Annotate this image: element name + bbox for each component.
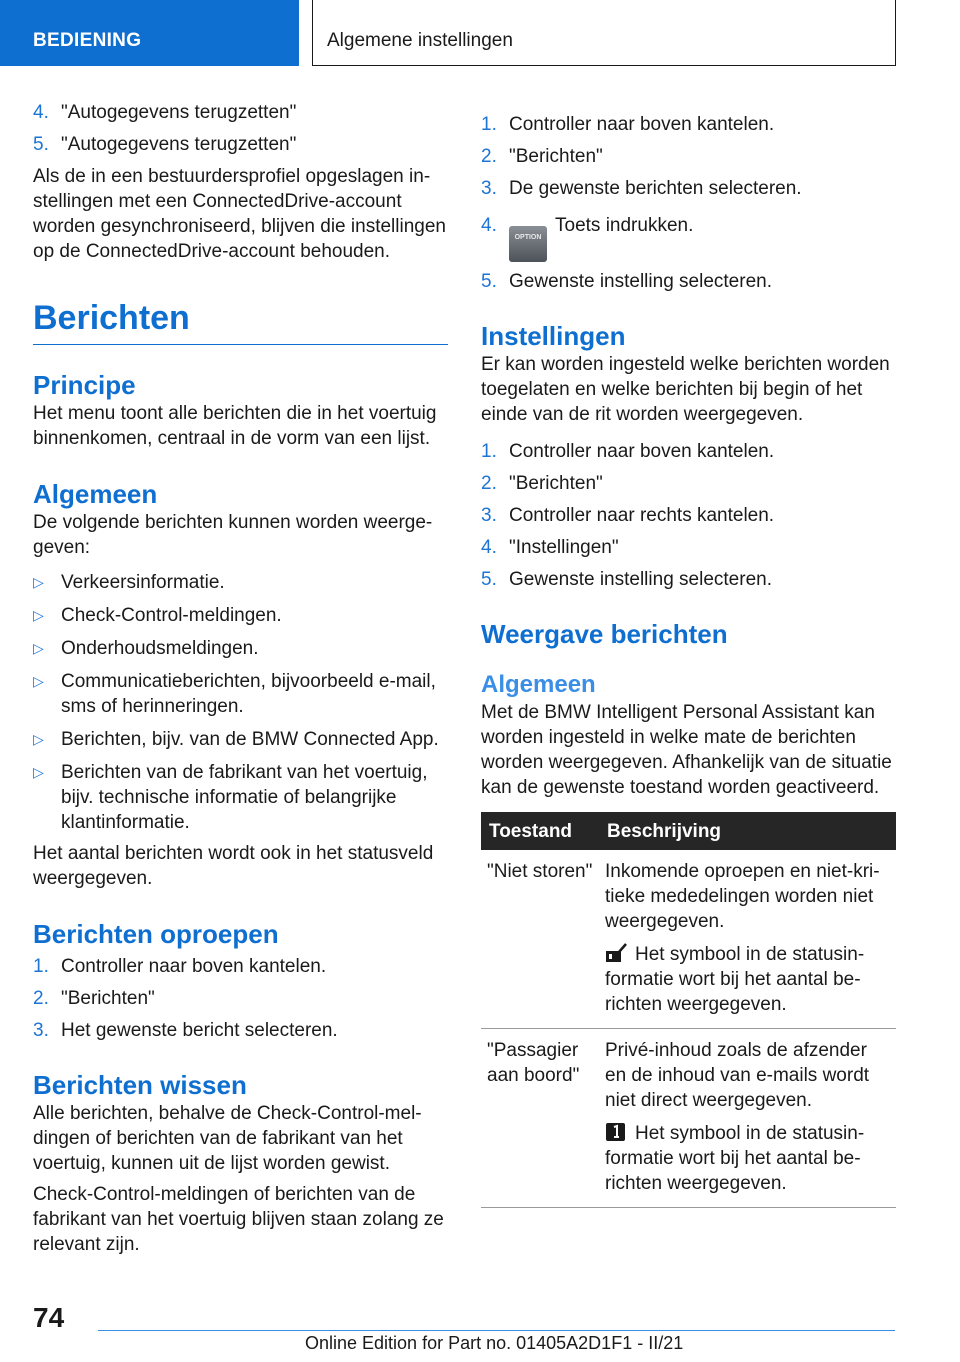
instellingen-text: Er kan worden ingesteld welke berichten worden toegelaten en welke berichten bij begin of het einde van de rit worden weergegeven. — [481, 354, 890, 425]
triangle-bullet-icon: ▷ — [33, 731, 44, 747]
heading-principe: Principe — [33, 370, 136, 400]
left-column — [33, 100, 448, 1257]
list-item: 1. Controller naar boven kantelen. — [481, 441, 775, 462]
heading-weergave-algemeen: Algemeen — [481, 671, 596, 698]
intro-list — [33, 100, 448, 157]
page-header — [0, 0, 960, 66]
section-heading-berichten: Berichten — [33, 298, 448, 345]
column-header: Toestand — [481, 812, 599, 850]
principe-text: Het menu toont alle berichten die in het voertuig binnenkomen, centraal in de vorm van een lijst. — [33, 403, 437, 449]
edition-text: Online Edition for Part no. 01405A2D1F1 - II/21 — [305, 1333, 684, 1353]
list-item: 5. Gewenste instelling selecteren. — [481, 271, 772, 292]
passenger-onboard-icon — [605, 1122, 627, 1142]
heading-algemeen: Algemeen — [33, 479, 158, 509]
description-cell: Privé-inhoud zoals de afzender en de inhoud van e-mails wordt niet direct weergegeven. Het symbool in de statusin-formatie wort bij het aantal be-richten weergegeven. — [599, 1029, 896, 1208]
triangle-bullet-icon: ▷ — [33, 640, 44, 656]
list-item: 1. Controller naar boven kantelen. — [481, 114, 775, 135]
state-cell: "Passagier aan boord" — [481, 1029, 599, 1208]
list-item: 2. "Berichten" — [481, 146, 603, 167]
list-item: ▷ Check-Control-meldingen. — [33, 605, 282, 626]
list-item: ▷ Berichten van de fabrikant van het voertuig, bijv. technische informatie of belangrijke klantinformatie. — [33, 762, 428, 833]
states-table — [481, 812, 896, 1208]
table-header-row — [481, 812, 896, 850]
instellingen-steps — [481, 439, 896, 592]
list-item: 3. Het gewenste bericht selecteren. — [33, 1020, 338, 1041]
list-item: 4. "Instellingen" — [481, 537, 619, 558]
algemeen-after: Het aantal berichten wordt ook in het statusveld weergegeven. — [33, 843, 434, 889]
footer-divider — [98, 1330, 895, 1331]
wissen-text-2: Check-Control-meldingen of berichten van de fabrikant van het voertuig blijven staan zolang ze relevant zijn. — [33, 1184, 444, 1255]
algemeen-text: De volgende berichten kunnen worden weerge-geven: — [33, 512, 433, 558]
option-button-icon: OPTION — [509, 226, 547, 262]
list-item: 4. OPTIONToets indrukken. — [481, 213, 896, 262]
list-item: 4. "Autogegevens terugzetten" — [33, 102, 297, 123]
list-item: ▷ Onderhoudsmeldingen. — [33, 638, 259, 659]
triangle-bullet-icon: ▷ — [33, 607, 44, 623]
chapter-title: Algemene instellingen — [312, 0, 896, 66]
section-tab: BEDIENING — [0, 0, 299, 66]
table-row — [481, 1029, 896, 1208]
column-header: Beschrijving — [599, 812, 896, 850]
list-item: 1. Controller naar boven kantelen. — [33, 956, 327, 977]
message-type-list — [33, 570, 448, 835]
list-item: ▷ Verkeersinformatie. — [33, 572, 225, 593]
page-number: 74 — [33, 1302, 65, 1333]
oproepen-steps — [33, 954, 448, 1043]
list-item: 2. "Berichten" — [33, 988, 155, 1009]
list-item: 5. "Autogegevens terugzetten" — [33, 134, 297, 155]
right-column — [481, 112, 896, 1208]
intro-paragraph: Als de in een bestuurdersprofiel opgeslagen in-stellingen met een ConnectedDrive-account worden gesynchroniseerd, blijven die instellingen op de ConnectedDrive-account behouden. — [33, 166, 446, 262]
triangle-bullet-icon: ▷ — [33, 764, 44, 780]
list-item: ▷ Communicatieberichten, bijvoorbeeld e-mail, sms of herinneringen. — [33, 671, 436, 717]
triangle-bullet-icon: ▷ — [33, 673, 44, 689]
list-item: ▷ Berichten, bijv. van de BMW Connected App. — [33, 729, 439, 750]
weergave-text: Met de BMW Intelligent Personal Assistant kan worden ingesteld in welke mate de berichten worden weergegeven. Afhankelijk van de situatie kan de gewenste toestand worden geactiveerd. — [481, 702, 892, 798]
description-cell: Inkomende oproepen en niet-kri-tieke mededelingen worden niet weergegeven. Het symbool in de statusin-formatie wort bij het aantal be-richten weergegeven. — [599, 850, 896, 1029]
list-item: 5. Gewenste instelling selecteren. — [481, 569, 772, 590]
heading-berichten-oproepen: Berichten oproepen — [33, 919, 279, 949]
heading-weergave-berichten: Weergave berichten — [481, 619, 728, 649]
select-steps — [481, 112, 896, 294]
triangle-bullet-icon: ▷ — [33, 574, 44, 590]
list-item: 2. "Berichten" — [481, 473, 603, 494]
list-item: 3. Controller naar rechts kantelen. — [481, 505, 775, 526]
list-item: 3. De gewenste berichten selecteren. — [481, 178, 802, 199]
table-row — [481, 850, 896, 1029]
heading-instellingen: Instellingen — [481, 321, 626, 351]
heading-berichten-wissen: Berichten wissen — [33, 1070, 247, 1100]
state-cell: "Niet storen" — [481, 850, 599, 1029]
wissen-text-1: Alle berichten, behalve de Check-Control-mel-dingen of berichten van de fabrikant van het voertuig, kunnen uit de lijst worden gewist. — [33, 1103, 422, 1174]
do-not-disturb-icon — [605, 943, 627, 963]
